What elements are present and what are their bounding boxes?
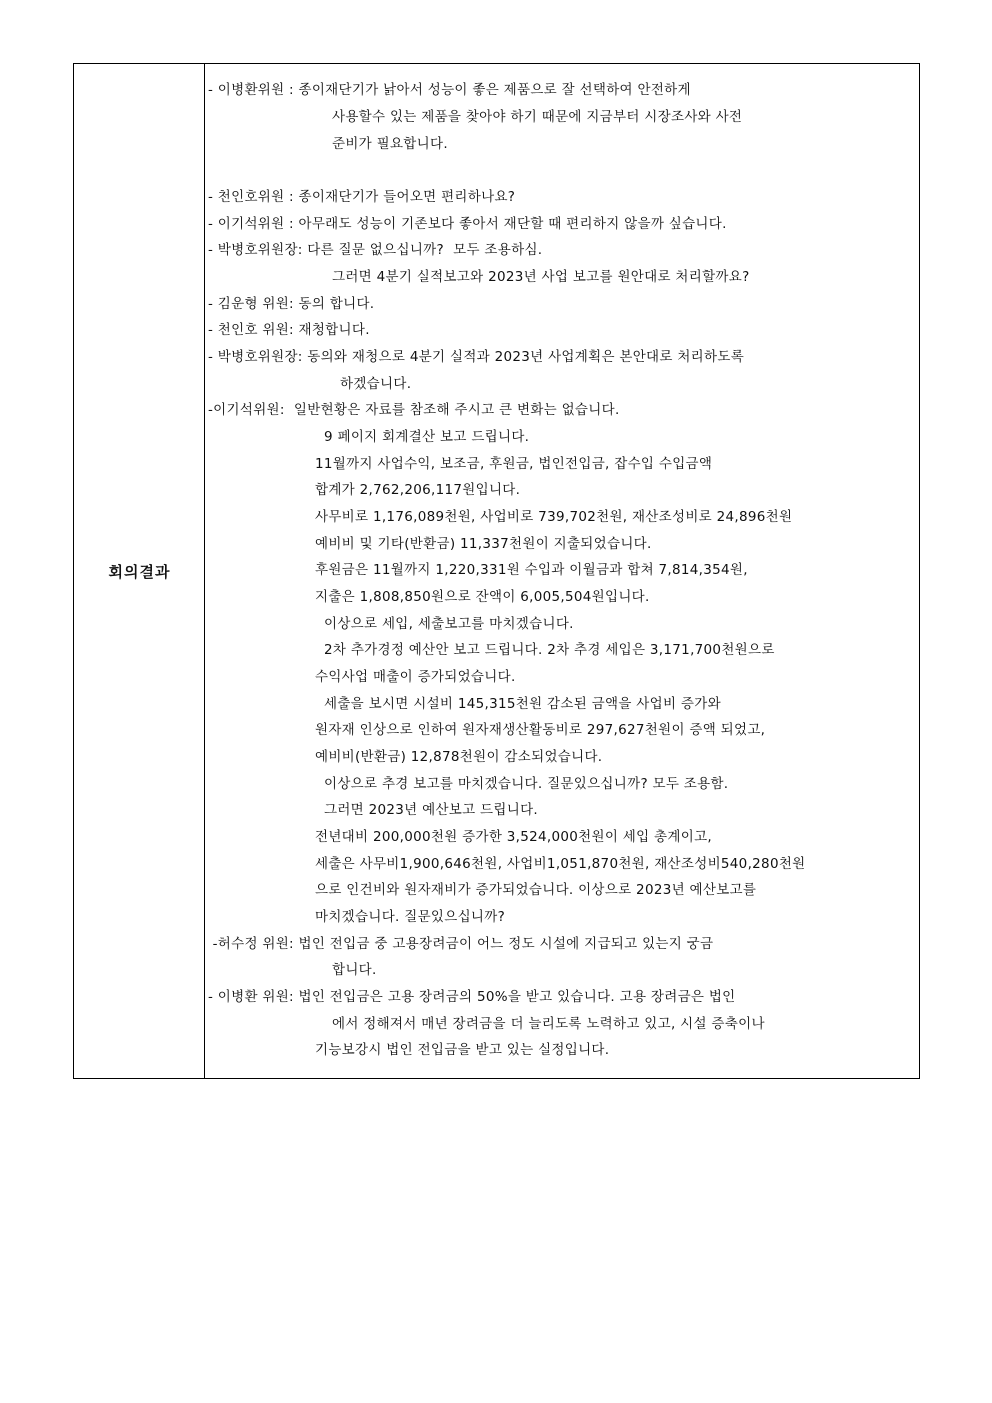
minutes-line: 9 페이지 회계결산 보고 드립니다.	[324, 429, 530, 445]
minutes-line: 세출은 사무비1,900,646천원, 사업비1,051,870천원, 재산조성비540,280천원	[315, 856, 806, 872]
minutes-line: 원자재 인상으로 인하여 원자재생산활동비로 297,627천원이 증액 되었고,	[315, 722, 766, 738]
minutes-line: 수익사업 매출이 증가되었습니다.	[315, 669, 516, 685]
minutes-line: 준비가 필요합니다.	[332, 136, 448, 152]
minutes-line: 합니다.	[332, 962, 377, 978]
minutes-line: 지출은 1,808,850원으로 잔액이 6,005,504원입니다.	[315, 589, 650, 605]
minutes-line: 후원금은 11월까지 1,220,331원 수입과 이월금과 합쳐 7,814,354원,	[315, 562, 748, 578]
minutes-line: - 박병호위원장: 동의와 재청으로 4분기 실적과 2023년 사업계획은 본안대로 처리하도록	[208, 349, 745, 365]
minutes-line: - 천인호위원 : 종이재단기가 들어오면 편리하나요?	[208, 189, 516, 205]
minutes-line: -이기석위원: 일반현황은 자료를 참조해 주시고 큰 변화는 없습니다.	[208, 402, 620, 418]
minutes-line: 하겠습니다.	[340, 376, 412, 392]
minutes-line: 이상으로 추경 보고를 마치겠습니다. 질문있으십니까? 모두 조용함.	[324, 776, 729, 792]
minutes-line: 에서 정해져서 매년 장려금을 더 늘리도록 노력하고 있고, 시설 증축이나	[332, 1016, 765, 1032]
minutes-line: 으로 인건비와 원자재비가 증가되었습니다. 이상으로 2023년 예산보고를	[315, 882, 757, 898]
minutes-line: - 천인호 위원: 재청합니다.	[208, 322, 370, 338]
minutes-line: 사무비로 1,176,089천원, 사업비로 739,702천원, 재산조성비로 24,896천원	[315, 509, 793, 525]
minutes-line: 11월까지 사업수익, 보조금, 후원금, 법인전입금, 잡수입 수입금액	[315, 456, 713, 472]
minutes-line: 2차 추가경정 예산안 보고 드립니다. 2차 추경 세입은 3,171,700천원으로	[324, 642, 775, 658]
minutes-line: 기능보강시 법인 전입금을 받고 있는 실정입니다.	[315, 1042, 610, 1058]
minutes-line: 예비비 및 기타(반환금) 11,337천원이 지출되었습니다.	[315, 536, 652, 552]
minutes-line: 세출을 보시면 시설비 145,315천원 감소된 금액을 사업비 증가와	[324, 696, 721, 712]
minutes-content	[205, 64, 919, 1078]
minutes-line: - 이병환위원 : 종이재단기가 낡아서 성능이 좋은 제품으로 잘 선택하여 안전하게	[208, 82, 691, 98]
minutes-line: 마치겠습니다. 질문있으십니까?	[315, 909, 506, 925]
section-label: 회의결과	[108, 563, 171, 581]
minutes-line: - 이병환 위원: 법인 전입금은 고용 장려금의 50%을 받고 있습니다. 고용 장려금은 법인	[208, 989, 736, 1005]
minutes-line: 사용할수 있는 제품을 찾아야 하기 때문에 지금부터 시장조사와 사전	[332, 109, 743, 125]
minutes-line: - 박병호위원장: 다른 질문 없으십니까? 모두 조용하심.	[208, 242, 543, 258]
minutes-table	[73, 63, 920, 1079]
minutes-line: -허수정 위원: 법인 전입금 중 고용장려금이 어느 정도 시설에 지급되고 있는지 궁금	[208, 936, 714, 952]
minutes-line: 이상으로 세입, 세출보고를 마치겠습니다.	[324, 616, 574, 632]
minutes-line: 전년대비 200,000천원 증가한 3,524,000천원이 세입 총계이고,	[315, 829, 713, 845]
label-cell	[74, 64, 205, 1078]
minutes-line: 예비비(반환금) 12,878천원이 감소되었습니다.	[315, 749, 603, 765]
minutes-line: - 이기석위원 : 아무래도 성능이 기존보다 좋아서 재단할 때 편리하지 않을까 싶습니다.	[208, 216, 727, 232]
minutes-line: 그러면 2023년 예산보고 드립니다.	[324, 802, 539, 818]
minutes-line: 그러면 4분기 실적보고와 2023년 사업 보고를 원안대로 처리할까요?	[332, 269, 750, 285]
minutes-line: 합계가 2,762,206,117원입니다.	[315, 482, 521, 498]
minutes-line: - 김운형 위원: 동의 합니다.	[208, 296, 375, 312]
